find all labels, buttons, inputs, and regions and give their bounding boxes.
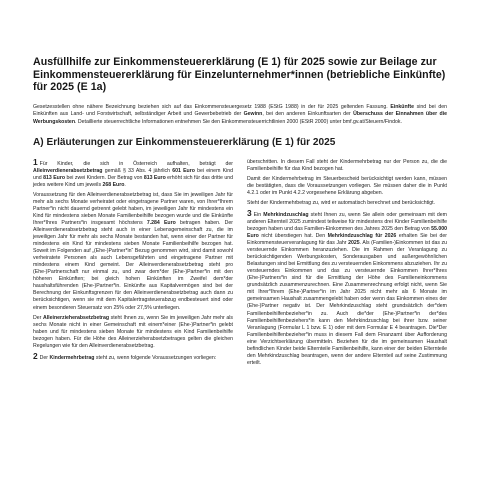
right-column xyxy=(247,159,447,367)
left-column xyxy=(33,156,233,367)
text-span: Der xyxy=(33,314,43,321)
alleinerzieher-paragraph xyxy=(33,315,233,350)
intro-bold-gewinn: Gewinn xyxy=(243,111,263,118)
text-span: erhöht sich für das dritte und jedes weitere Kind um jeweils xyxy=(33,174,233,188)
item-number-3: 3 xyxy=(247,207,252,218)
item-2-paragraph xyxy=(33,350,233,362)
intro-text-4: . Detaillierte steuerrechtliche Informationen entnehmen Sie den Einkommensteuerrichtlinien 2000 (EStR 2000) unter bmf.gv.at/Steuern/Findok. xyxy=(75,118,402,125)
bold-amount: 268 Euro xyxy=(102,181,125,188)
intro-bold-einkuenfte: Einkünfte xyxy=(390,103,414,110)
bold-alleinerzieherabsetzbetrag: Alleinerzieherabsetzbetrag xyxy=(42,314,110,321)
text-span: . Als (Familien-)Einkommen ist das zu versteuernde Einkommen heranzuziehen. Die im Rahmen der Veranlagung zu berücksichtigenden Werbungskosten, Sonderausgaben und außergewöhnlichen Belastungen sind bei Ermittlung des zu versteuernden Einkommens abzuziehen. Ihr zu versteuerndes Einkommen und das zu versteuernde Einkommen Ihrer*Ihres (Ehe-)Partners*in sind für die Ermittlung der Höhe des Familieneinkommens grundsätzlich zusammenzurechnen. Eine Zusammenrechnung erfolgt nicht, wenn Sie mit Ihrer*Ihrem (Ehe-)Partner*in im Jahr 2025 nicht mehr als 6 Monate im gemeinsamen Haushalt zusammengelebt haben oder wenn das Einkommen eines der (Ehe-)Partner negativ ist. Der Mehrkindzuschlag steht grundsätzlich der*dem Familienbeihilfenbezieher*in zu. Auch die*der (Ehe-)Partner*in der*des Familienbeihilfenbeziehers*in kann den Mehrkindzuschlag bei ihrer bzw. seiner Veranlagung (Formular L 1 bzw. E 1) oder mit dem Formular E 4 beantragen. Die*Der Familienbeihilfenbezieher*in muss in diesem Fall dem Finanzamt über Aufforderung eine Verzichtserklärung übermitteln. Beziehen für die im gemeinsamen Haushalt befindlichen Kinder beide Elternteile Familienbeihilfe, kann einer der beiden Elternteile den Mehrkindzuschlag beantragen, wenn der andere Elternteil auf seine Zustimmung erteilt. xyxy=(247,240,447,366)
section-a-heading: A) Erläuterungen zur Einkommensteuererklärung (E 1) für 2025 xyxy=(33,136,336,148)
intro-text-2: sind bei den Einkünften aus Land- und Forstwirtschaft, selbständiger Arbeit und Gewerbebetrieb der xyxy=(33,103,447,118)
item-1-paragraph xyxy=(33,156,233,189)
bold-amount: 601 Euro xyxy=(172,167,195,174)
bold-mehrkindzuschlag: Mehrkindzuschlag xyxy=(263,211,309,218)
text-span: Voraussetzung für den Alleinverdienerabsetzbetrag ist, dass Sie im jeweiligen Jahr für mehr als sechs Monate verheiratet oder eingetragene Partner waren, von Ihrer*Ihrem Partner*in nicht dauernd getrennt gelebt haben, im jeweiligen Jahr für mindestens ein Kind für mindestens sieben Monate Familienbeihilfe bezogen wurde und die Einkünfte Ihrer*Ihres Partners*in insgesamt höchstens xyxy=(33,191,233,226)
text-span: erhalten Sie bei der Einkommensteuerveranlagung für das Jahr xyxy=(247,232,447,247)
bold-alleinverdienerabsetzbetrag: Alleinverdienerabsetzbetrag xyxy=(33,167,103,174)
text-span: steht Ihnen zu, wenn Sie im jeweiligen Jahr mehr als sechs Monate nicht in einer Gemeinschaft mit einem*einer (Ehe-)Partner*in gelebt haben und für mindestens sieben Monate für mindestens ein Kind Familienbeihilfe bezogen haben. Für die Höhe des Alleinerzieherabsetzbetrages gelten die gleichen Regelungen wie für den Alleinverdienerabsetzbetrag. xyxy=(33,314,233,349)
text-span: Für Kinder, die sich in Österreich aufhalten, beträgt der xyxy=(39,160,233,167)
bold-amount: 813 Euro xyxy=(43,174,66,181)
intro-bold-ueberschuss: Überschuss der Einnahmen über die Werbungskosten xyxy=(33,111,447,125)
bold-amount: 813 Euro xyxy=(143,174,166,181)
text-span: überschritten. In diesem Fall steht der Kindermehrbetrag nur der Person zu, die die Familienbeihilfe für das Kind bezogen hat. xyxy=(247,158,447,172)
bold-amount: 55.000 Euro xyxy=(247,225,447,239)
text-span: Damit der Kindermehrbetrag im Steuerbescheid berücksichtigt werden kann, müssen die bestätigten, dass die Voraussetzungen vorliegen. Sie müssen daher die in Punkt 4.2.1 oder im Punkt 4.2.2 vorgesehene Erklärung abgeben. xyxy=(247,175,447,196)
item-3-paragraph xyxy=(247,207,447,367)
intro-paragraph xyxy=(33,104,447,127)
text-span: gemäß § 33 Abs. 4 jährlich xyxy=(102,167,173,174)
text-span: steht Ihnen zu, wenn Sie allein oder gemeinsam mit dem anderen Elternteil 2025 zumindest teilweise für mindestens drei Kinder Familienbeihilfe bezogen haben und das Familien-Einkommen des Jahres 2025 den Betrag von xyxy=(247,211,447,232)
intro-text-1: Gesetzesstellen ohne nähere Bezeichnung beziehen sich auf das Einkommensteuergesetz 1988 (EStG 1988) in der für 2025 geltenden Fassung. xyxy=(33,103,391,110)
kindermehrbetrag-auto-paragraph xyxy=(247,200,447,207)
bold-amount: 7.284 Euro xyxy=(146,219,176,226)
text-span: betragen haben. Der Alleinverdienerabsetzbetrag steht auch in einer Lebensgemeinschaft zu, die im jeweiligen Jahr für mehr als sechs Monate bestanden hat, wenn einer der Partner für mindestens ein Kind für mindestens sieben Monate Familienbeihilfe bezogen hat. Soweit im Folgenden auf „(Ehe-)Partner*in“ Bezug genommen wird, sind damit sowohl verheiratete Personen als auch Lebensgefährten und eingetragene Partner mit mindestens einem Kind gemeint. Der Alleinverdienerabsetzbetrag steht pro (Ehe-)Partnerschaft nur einmal zu, und zwar dem*der (Ehe-)Partner*in mit den höheren Einkünften; bei gleich hohen Einkünften im Zweifel dem*der haushaltsführenden (Ehe-)Partner*in. Einkünfte aus Kapitalvermögen sind bei der Berechnung der Einkunftsgrenzen für den Alleinverdienerabsetzbetrag auch dann zu berücksichtigen, wenn sie mit dem Kapitalertragsteuerabzug endbesteuert sind oder einem besonderen Steuersatz von 25% oder 27,5% unterliegen. xyxy=(33,219,233,311)
text-span: steht zu, wenn folgende Voraussetzungen vorliegen: xyxy=(94,354,217,361)
two-column-body xyxy=(33,156,447,367)
text-span: Ein xyxy=(253,211,264,218)
bold-mehrkindzuschlag-2026: Mehrkindzuschlag für 2026 xyxy=(327,232,397,239)
text-span: nicht überstiegen hat. Den xyxy=(258,232,328,239)
kindermehrbetrag-bescheid-paragraph xyxy=(247,176,447,197)
item-number-2: 2 xyxy=(33,350,38,361)
bold-kindermehrbetrag: Kindermehrbetrag xyxy=(49,354,95,361)
voraussetzung-paragraph xyxy=(33,192,233,312)
text-span: . xyxy=(124,181,126,188)
continuation-paragraph xyxy=(247,159,447,173)
item-number-1: 1 xyxy=(33,156,38,167)
text-span: Der xyxy=(39,354,50,361)
text-span: bei zwei Kindern. Der Betrag von xyxy=(65,174,144,181)
document-title: Ausfüllhilfe zur Einkommensteuererklärung (E 1) für 2025 sowie zur Beilage zur Einkommensteuererklärung für Einzelunternehmer*innen (betriebliche Einkünfte) für 2025 (E 1a) xyxy=(33,56,446,94)
bold-year: 2025 xyxy=(348,240,360,247)
intro-text-3: , bei den anderen Einkunftsarten der xyxy=(262,111,354,118)
text-span: bei einem Kind und xyxy=(33,167,233,181)
text-span: Steht der Kindermehrbetrag zu, wird er automatisch berechnet und berücksichtigt. xyxy=(247,199,436,206)
